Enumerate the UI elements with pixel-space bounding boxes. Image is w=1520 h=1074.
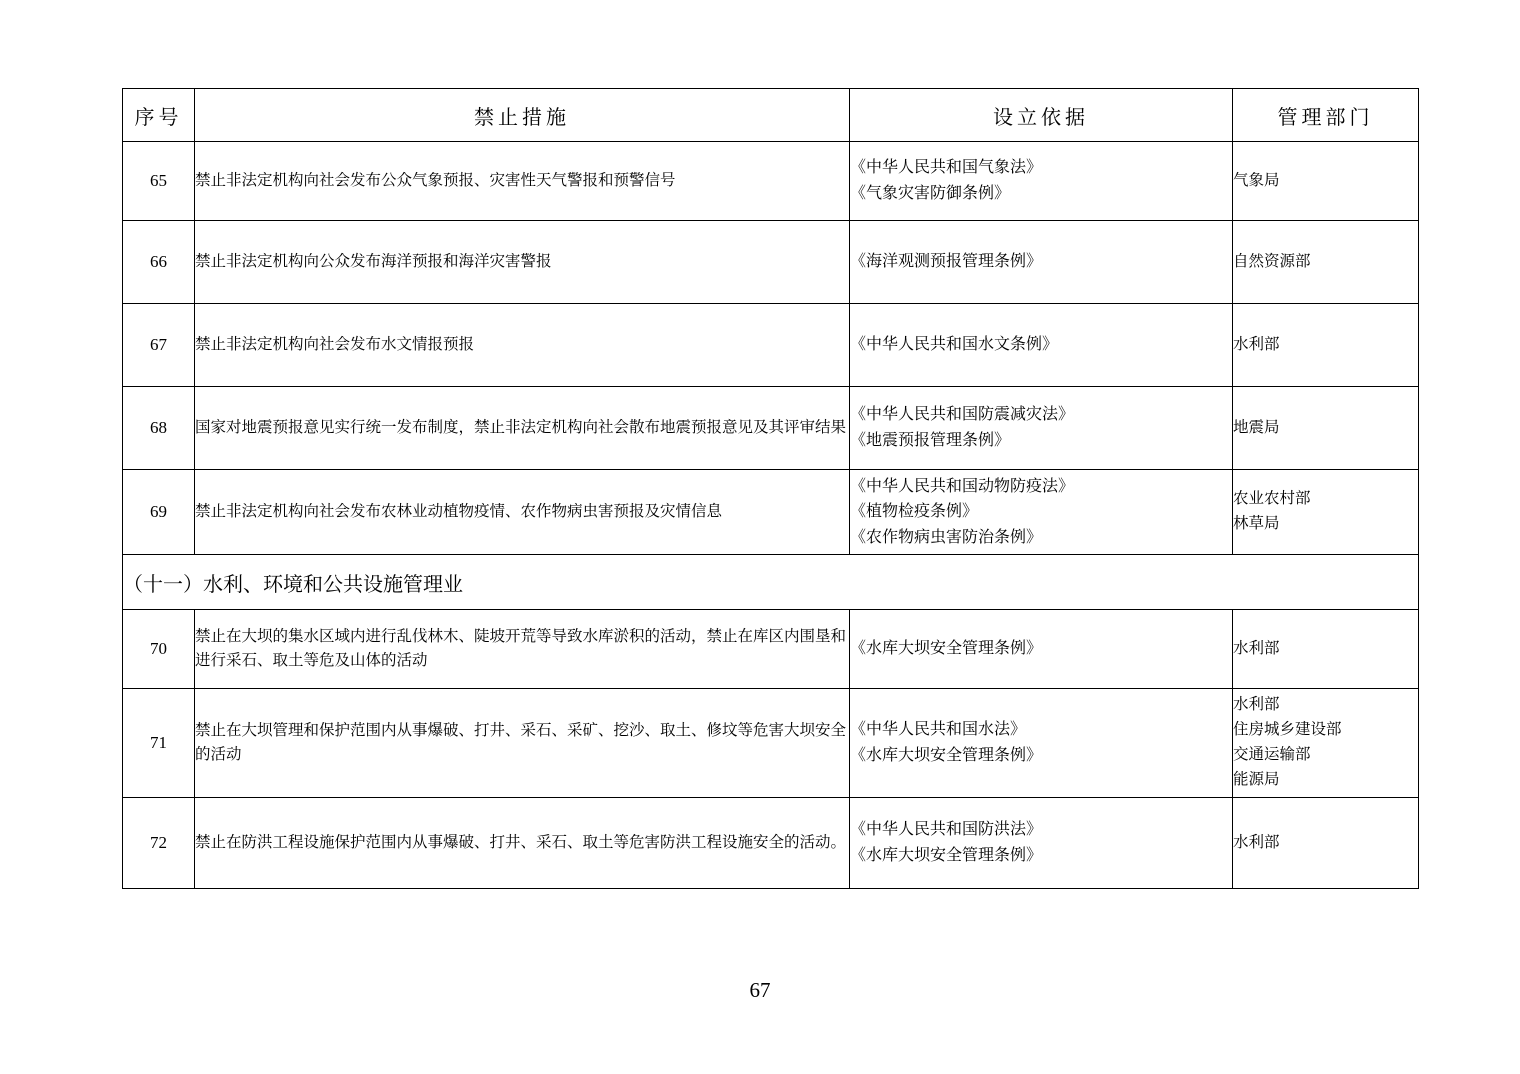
basis-line: 《水库大坝安全管理条例》 <box>850 640 1043 658</box>
row-basis <box>850 689 1233 798</box>
row-basis <box>850 470 1233 555</box>
department-line: 林草局 <box>1233 515 1280 532</box>
prohibited-measures-table <box>122 88 1419 889</box>
basis-line: 《中华人民共和国动物防疫法》 <box>850 477 1075 495</box>
row-number: 70 <box>123 610 195 689</box>
row-measure: 禁止非法定机构向社会发布公众气象预报、灾害性天气警报和预警信号 <box>195 142 850 221</box>
column-header-basis: 设立依据 <box>850 89 1233 142</box>
row-department <box>1233 387 1419 470</box>
column-header-no: 序号 <box>123 89 195 142</box>
department-line: 水利部 <box>1233 335 1280 353</box>
basis-line: 《中华人民共和国水文条例》 <box>850 336 1059 354</box>
row-department <box>1233 304 1419 387</box>
basis-line: 《中华人民共和国水法》 <box>850 721 1027 739</box>
row-measure: 禁止非法定机构向公众发布海洋预报和海洋灾害警报 <box>195 221 850 304</box>
table-row <box>123 798 1419 889</box>
section-title: （十一）水利、环境和公共设施管理业 <box>123 555 1419 610</box>
basis-line: 《地震预报管理条例》 <box>850 432 1011 449</box>
page-number: 67 <box>749 978 771 1002</box>
department-line: 自然资源部 <box>1233 252 1311 270</box>
department-line: 交通运输部 <box>1233 746 1311 763</box>
table-header-row <box>123 89 1419 142</box>
row-department <box>1233 798 1419 889</box>
department-line: 住房城乡建设部 <box>1233 721 1342 739</box>
row-basis <box>850 221 1233 304</box>
row-department <box>1233 221 1419 304</box>
row-basis <box>850 798 1233 889</box>
department-line: 水利部 <box>1233 833 1280 851</box>
table-row <box>123 304 1419 387</box>
row-department <box>1233 610 1419 689</box>
basis-line: 《水库大坝安全管理条例》 <box>850 747 1043 764</box>
row-number: 71 <box>123 689 195 798</box>
table-row <box>123 470 1419 555</box>
row-measure: 禁止在大坝的集水区域内进行乱伐林木、陡坡开荒等导致水库淤积的活动，禁止在库区内围垦和进行采石、取土等危及山体的活动 <box>195 610 850 689</box>
row-number: 72 <box>123 798 195 889</box>
table-row <box>123 221 1419 304</box>
column-header-dept: 管理部门 <box>1233 89 1419 142</box>
basis-line: 《植物检疫条例》 <box>850 503 979 521</box>
basis-line: 《中华人民共和国气象法》 <box>850 159 1043 177</box>
table-body <box>123 142 1419 889</box>
basis-line: 《中华人民共和国防震减灾法》 <box>850 406 1075 424</box>
department-line: 农业农村部 <box>1233 490 1311 508</box>
row-measure: 禁止非法定机构向社会发布水文情报预报 <box>195 304 850 387</box>
row-basis <box>850 304 1233 387</box>
basis-line: 《中华人民共和国防洪法》 <box>850 821 1043 839</box>
row-department <box>1233 689 1419 798</box>
row-department <box>1233 470 1419 555</box>
row-basis <box>850 610 1233 689</box>
row-measure: 禁止非法定机构向社会发布农林业动植物疫情、农作物病虫害预报及灾情信息 <box>195 470 850 555</box>
row-number: 68 <box>123 387 195 470</box>
basis-line: 《水库大坝安全管理条例》 <box>850 847 1043 864</box>
basis-line: 《农作物病虫害防治条例》 <box>850 528 1043 546</box>
row-number: 69 <box>123 470 195 555</box>
row-number: 65 <box>123 142 195 221</box>
row-basis <box>850 387 1233 470</box>
department-line: 能源局 <box>1233 770 1280 788</box>
department-line: 气象局 <box>1233 171 1280 189</box>
column-header-measure: 禁止措施 <box>195 89 850 142</box>
department-line: 地震局 <box>1233 418 1280 436</box>
row-basis <box>850 142 1233 221</box>
row-department <box>1233 142 1419 221</box>
department-line: 水利部 <box>1233 696 1280 714</box>
table-row <box>123 387 1419 470</box>
row-measure: 禁止在防洪工程设施保护范围内从事爆破、打井、采石、取土等危害防洪工程设施安全的活动。 <box>195 798 850 889</box>
basis-line: 《海洋观测预报管理条例》 <box>850 253 1043 271</box>
row-number: 67 <box>123 304 195 387</box>
table-row <box>123 142 1419 221</box>
table-row <box>123 689 1419 798</box>
table-header <box>123 89 1419 142</box>
row-number: 66 <box>123 221 195 304</box>
table-section-row <box>123 555 1419 610</box>
row-measure: 国家对地震预报意见实行统一发布制度，禁止非法定机构向社会散布地震预报意见及其评审结果 <box>195 387 850 470</box>
basis-line: 《气象灾害防御条例》 <box>850 185 1011 202</box>
row-measure: 禁止在大坝管理和保护范围内从事爆破、打井、采石、采矿、挖沙、取土、修坟等危害大坝安全的活动 <box>195 689 850 798</box>
table-row <box>123 610 1419 689</box>
department-line: 水利部 <box>1233 639 1280 657</box>
